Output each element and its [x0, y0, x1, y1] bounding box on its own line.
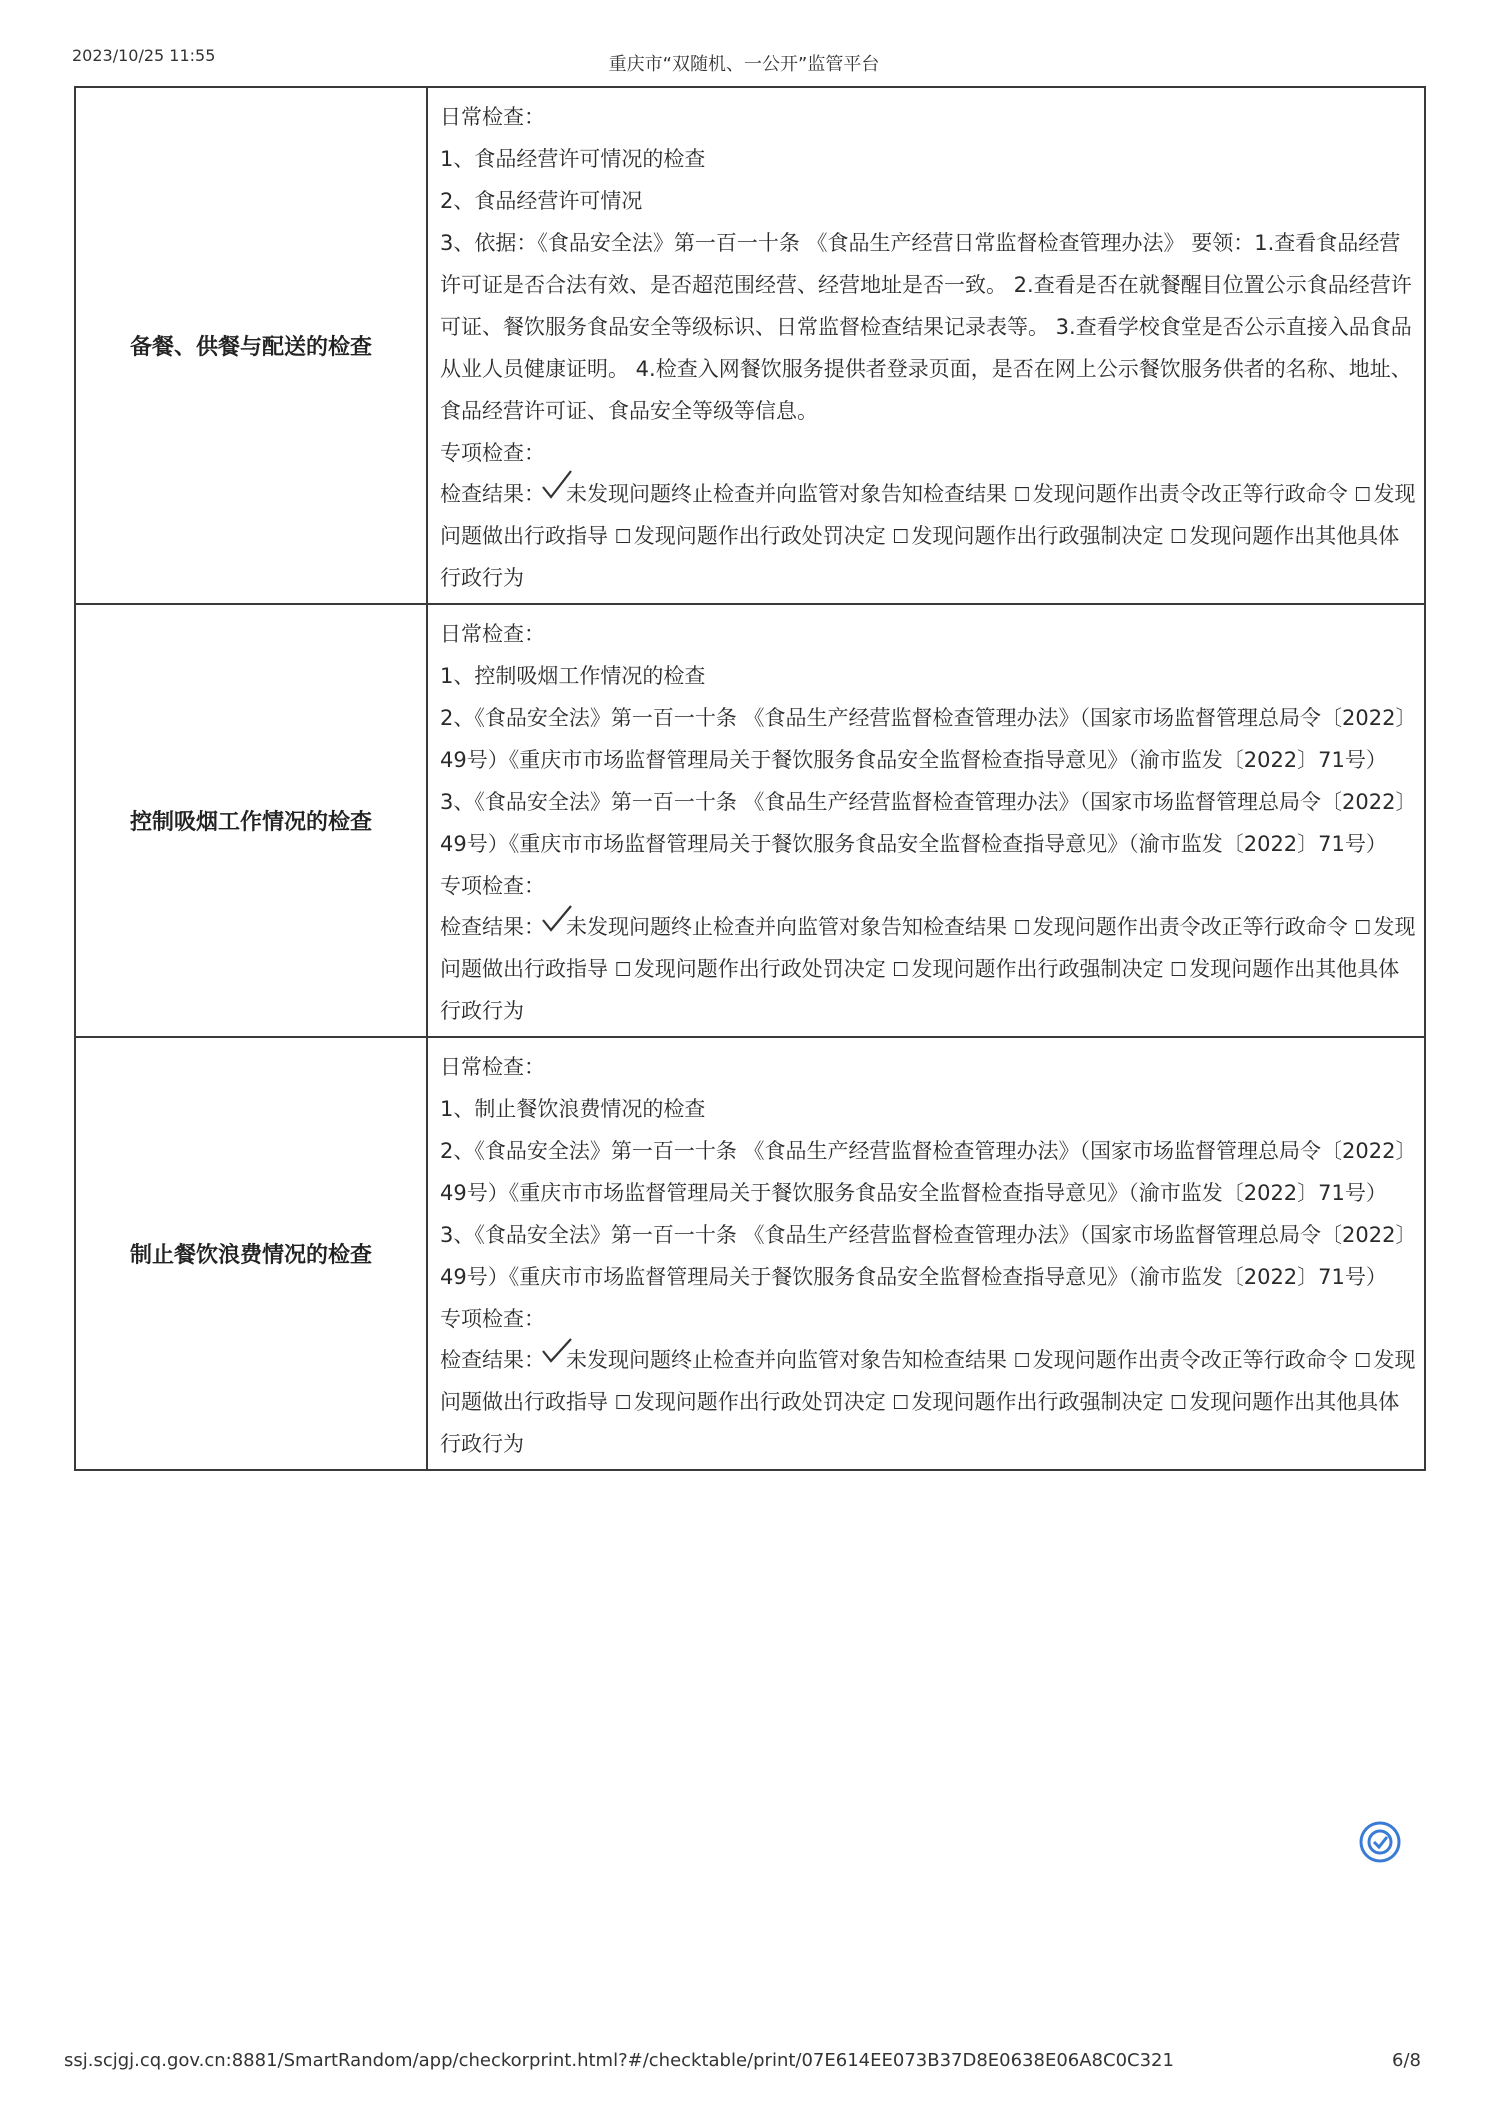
page-number: 6/8 [1392, 2050, 1421, 2071]
checkbox-icon[interactable]: ☐ [1013, 917, 1031, 939]
checkbox-icon[interactable]: ☐ [892, 1392, 910, 1414]
check-result [440, 1340, 1416, 1465]
basis-line: 1、食品经营许可情况的检查 [440, 147, 706, 171]
checkbox-icon[interactable]: ☐ [892, 959, 910, 981]
option-admin-penalty: 发现问题作出行政处罚决定 [633, 957, 886, 981]
option-admin-guidance: 发现问题做出行政指导 [440, 915, 1416, 981]
item-label: 制止餐饮浪费情况的检查 [75, 1037, 427, 1470]
option-other-action: 发现问题作出其他具体行政行为 [440, 524, 1400, 590]
checkbox-icon[interactable]: ☐ [1170, 526, 1188, 548]
option-order-correction: 发现问题作出责令改正等行政命令 [1032, 482, 1348, 506]
option-other-action: 发现问题作出其他具体行政行为 [440, 957, 1400, 1023]
basis-line: 1、控制吸烟工作情况的检查 [440, 664, 706, 688]
item-content [427, 1037, 1425, 1470]
hand-drawn-checkmark-icon[interactable] [545, 483, 565, 503]
option-admin-enforcement: 发现问题作出行政强制决定 [911, 957, 1164, 981]
check-result-label: 检查结果： [440, 1348, 545, 1372]
checkbox-icon[interactable]: ☐ [614, 1392, 632, 1414]
option-no-issue: 未发现问题终止检查并向监管对象告知检查结果 [566, 482, 1007, 506]
option-other-action: 发现问题作出其他具体行政行为 [440, 1390, 1400, 1456]
checkbox-icon[interactable]: ☐ [1354, 1350, 1372, 1372]
option-admin-guidance: 发现问题做出行政指导 [440, 1348, 1416, 1414]
basis-paragraph: 2、《食品安全法》第一百一十条 《食品生产经营监督检查管理办法》（国家市场监督管理总局令〔2022〕49号）《重庆市市场监督管理局关于餐饮服务食品安全监督检查指导意见》（渝市监发〔2022〕71号） [440, 1139, 1406, 1205]
blue-seal-icon [1358, 1820, 1402, 1864]
checkbox-icon[interactable]: ☐ [1013, 1350, 1031, 1372]
option-order-correction: 发现问题作出责令改正等行政命令 [1032, 915, 1348, 939]
platform-title: 重庆市“双随机、一公开”监管平台 [608, 54, 880, 75]
item-label: 备餐、供餐与配送的检查 [75, 87, 427, 604]
basis-line: 2、食品经营许可情况 [440, 189, 643, 213]
check-result [440, 474, 1416, 599]
hand-drawn-checkmark-icon[interactable] [545, 916, 565, 936]
item-label: 控制吸烟工作情况的检查 [75, 604, 427, 1037]
option-no-issue: 未发现问题终止检查并向监管对象告知检查结果 [566, 1348, 1007, 1372]
table-row [75, 1037, 1425, 1470]
option-admin-enforcement: 发现问题作出行政强制决定 [911, 1390, 1164, 1414]
inspection-table [74, 86, 1426, 1471]
basis-paragraph: 2、《食品安全法》第一百一十条 《食品生产经营监督检查管理办法》（国家市场监督管理总局令〔2022〕49号）《重庆市市场监督管理局关于餐饮服务食品安全监督检查指导意见》（渝市监发〔2022〕71号） [440, 706, 1406, 772]
item-content [427, 604, 1425, 1037]
option-admin-penalty: 发现问题作出行政处罚决定 [633, 1390, 886, 1414]
option-admin-guidance: 发现问题做出行政指导 [440, 482, 1416, 548]
special-check-heading: 专项检查： [440, 1307, 545, 1331]
checkbox-icon[interactable]: ☐ [892, 526, 910, 548]
basis-paragraph: 3、依据：《食品安全法》第一百一十条 《食品生产经营日常监督检查管理办法》 要领：1.查看食品经营许可证是否合法有效、是否超范围经营、经营地址是否一致。 2.查看是否在就餐醒目位置公示食品经营许可证、餐饮服务食品安全等级标识、日常监督检查结果记录表等。 3.查看学校食堂是否公示直接入品食品从业人员健康证明。 4.检查入网餐饮服务提供者登录页面，是否在网上公示餐饮服务供者的名称、地址、食品经营许可证、食品安全等级等信息。 [440, 231, 1412, 423]
hand-drawn-checkmark-icon[interactable] [545, 1349, 565, 1369]
daily-check-heading: 日常检查： [440, 105, 545, 129]
special-check-heading: 专项检查： [440, 441, 545, 465]
item-content [427, 87, 1425, 604]
option-order-correction: 发现问题作出责令改正等行政命令 [1032, 1348, 1348, 1372]
checkbox-icon[interactable]: ☐ [1170, 959, 1188, 981]
checkbox-icon[interactable]: ☐ [1354, 917, 1372, 939]
option-admin-enforcement: 发现问题作出行政强制决定 [911, 524, 1164, 548]
check-result [440, 907, 1416, 1032]
checkbox-icon[interactable]: ☐ [1013, 484, 1031, 506]
special-check-heading: 专项检查： [440, 874, 545, 898]
checkbox-icon[interactable]: ☐ [1354, 484, 1372, 506]
check-result-label: 检查结果： [440, 915, 545, 939]
checkbox-icon[interactable]: ☐ [614, 526, 632, 548]
checkbox-icon[interactable]: ☐ [1170, 1392, 1188, 1414]
checkbox-icon[interactable]: ☐ [614, 959, 632, 981]
basis-paragraph: 3、《食品安全法》第一百一十条 《食品生产经营监督检查管理办法》（国家市场监督管理总局令〔2022〕49号）《重庆市市场监督管理局关于餐饮服务食品安全监督检查指导意见》（渝市监发〔2022〕71号） [440, 790, 1406, 856]
option-no-issue: 未发现问题终止检查并向监管对象告知检查结果 [566, 915, 1007, 939]
table-row [75, 87, 1425, 604]
table-row [75, 604, 1425, 1037]
basis-paragraph: 3、《食品安全法》第一百一十条 《食品生产经营监督检查管理办法》（国家市场监督管理总局令〔2022〕49号）《重庆市市场监督管理局关于餐饮服务食品安全监督检查指导意见》（渝市监发〔2022〕71号） [440, 1223, 1406, 1289]
option-admin-penalty: 发现问题作出行政处罚决定 [633, 524, 886, 548]
check-result-label: 检查结果： [440, 482, 545, 506]
basis-line: 1、制止餐饮浪费情况的检查 [440, 1097, 706, 1121]
daily-check-heading: 日常检查： [440, 622, 545, 646]
daily-check-heading: 日常检查： [440, 1055, 545, 1079]
page-url[interactable]: ssj.scjgj.cq.gov.cn:8881/SmartRandom/app/checkorprint.html?#/checktable/print/07E614EE073B37D8E0638E06A8C0C321 [64, 2050, 1174, 2071]
print-datetime: 2023/10/25 11:55 [72, 46, 216, 65]
